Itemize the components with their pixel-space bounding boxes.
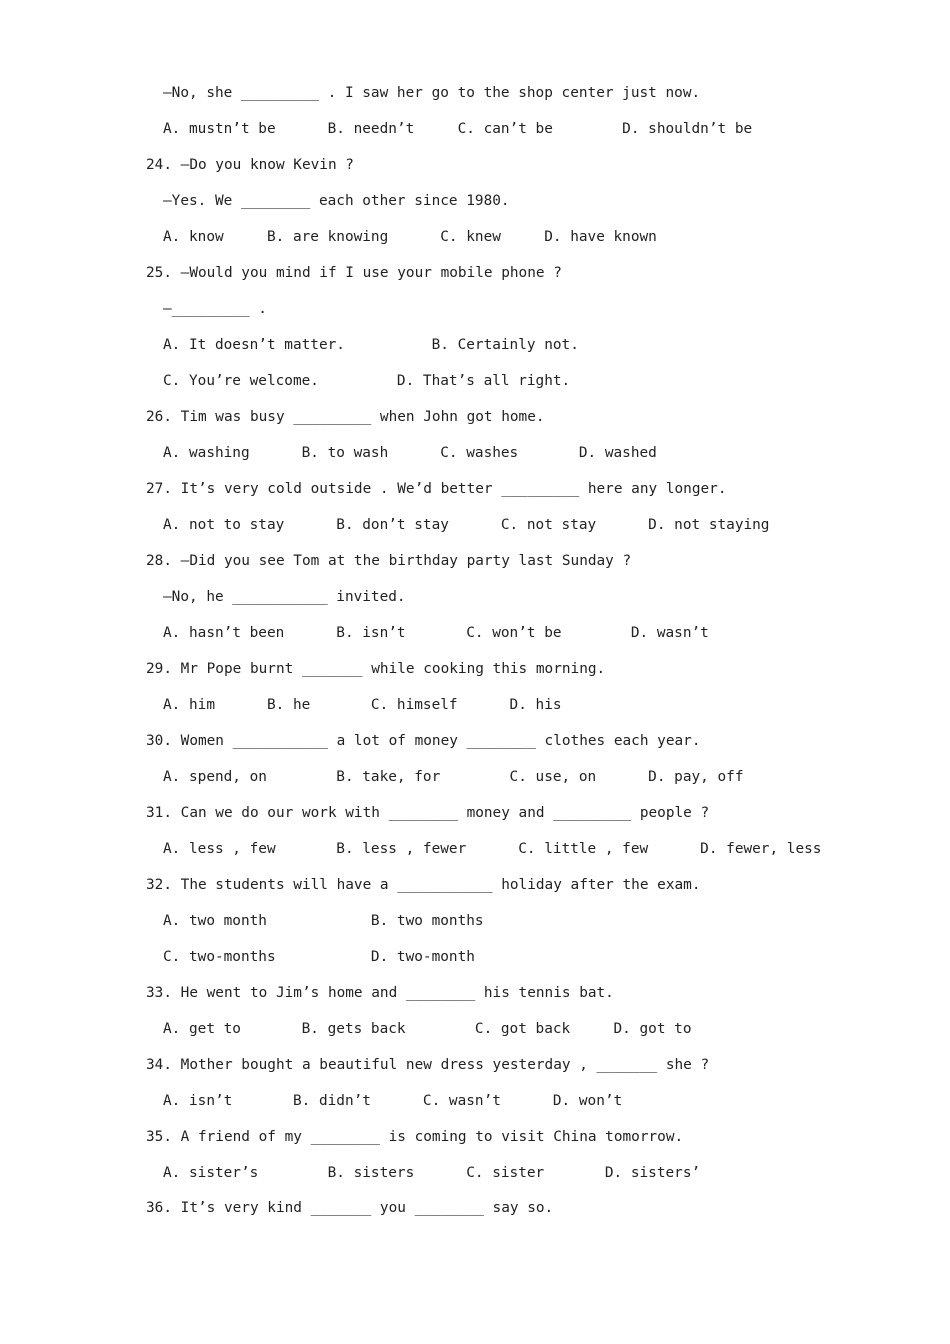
options-26: A. washing B. to wash C. washes D. washed [163, 445, 657, 461]
question-31: 31. Can we do our work with ________ money and _________ people ? [146, 805, 710, 821]
answer-line-24: —Yes. We ________ each other since 1980. [163, 193, 510, 209]
options-25-cd: C. You’re welcome. D. That’s all right. [163, 373, 571, 389]
question-32: 32. The students will have a ___________ holiday after the exam. [146, 877, 701, 893]
question-24: 24. —Do you know Kevin ? [146, 157, 354, 173]
question-33: 33. He went to Jim’s home and ________ his tennis bat. [146, 985, 614, 1001]
question-27: 27. It’s very cold outside . We’d better _________ here any longer. [146, 481, 727, 497]
question-34: 34. Mother bought a beautiful new dress yesterday , _______ she ? [146, 1057, 710, 1073]
options-30: A. spend, on B. take, for C. use, on D. pay, off [163, 769, 744, 785]
options-32-ab: A. two month B. two months [163, 913, 484, 929]
question-30: 30. Women ___________ a lot of money ________ clothes each year. [146, 733, 701, 749]
options-28: A. hasn’t been B. isn’t C. won’t be D. wasn’t [163, 625, 709, 641]
options-33: A. get to B. gets back C. got back D. got to [163, 1021, 692, 1037]
answer-line-23: —No, she _________ . I saw her go to the shop center just now. [163, 85, 701, 101]
answer-line-28: —No, he ___________ invited. [163, 589, 406, 605]
question-25: 25. —Would you mind if I use your mobile phone ? [146, 265, 562, 281]
question-26: 26. Tim was busy _________ when John got home. [146, 409, 545, 425]
options-24: A. know B. are knowing C. knew D. have known [163, 229, 657, 245]
options-27: A. not to stay B. don’t stay C. not stay D. not staying [163, 517, 770, 533]
question-36: 36. It’s very kind _______ you ________ say so. [146, 1200, 554, 1216]
options-31: A. less , few B. less , fewer C. little , few D. fewer, less [163, 841, 822, 857]
options-35: A. sister’s B. sisters C. sister D. sisters’ [163, 1165, 701, 1181]
answer-line-25: —_________ . [163, 301, 267, 317]
question-28: 28. —Did you see Tom at the birthday party last Sunday ? [146, 553, 632, 569]
options-29: A. him B. he C. himself D. his [163, 697, 562, 713]
options-25-ab: A. It doesn’t matter. B. Certainly not. [163, 337, 579, 353]
question-35: 35. A friend of my ________ is coming to visit China tomorrow. [146, 1129, 684, 1145]
options-34: A. isn’t B. didn’t C. wasn’t D. won’t [163, 1093, 623, 1109]
question-29: 29. Mr Pope burnt _______ while cooking this morning. [146, 661, 606, 677]
options-32-cd: C. two-months D. two-month [163, 949, 475, 965]
options-23: A. mustn’t be B. needn’t C. can’t be D. shouldn’t be [163, 121, 753, 137]
